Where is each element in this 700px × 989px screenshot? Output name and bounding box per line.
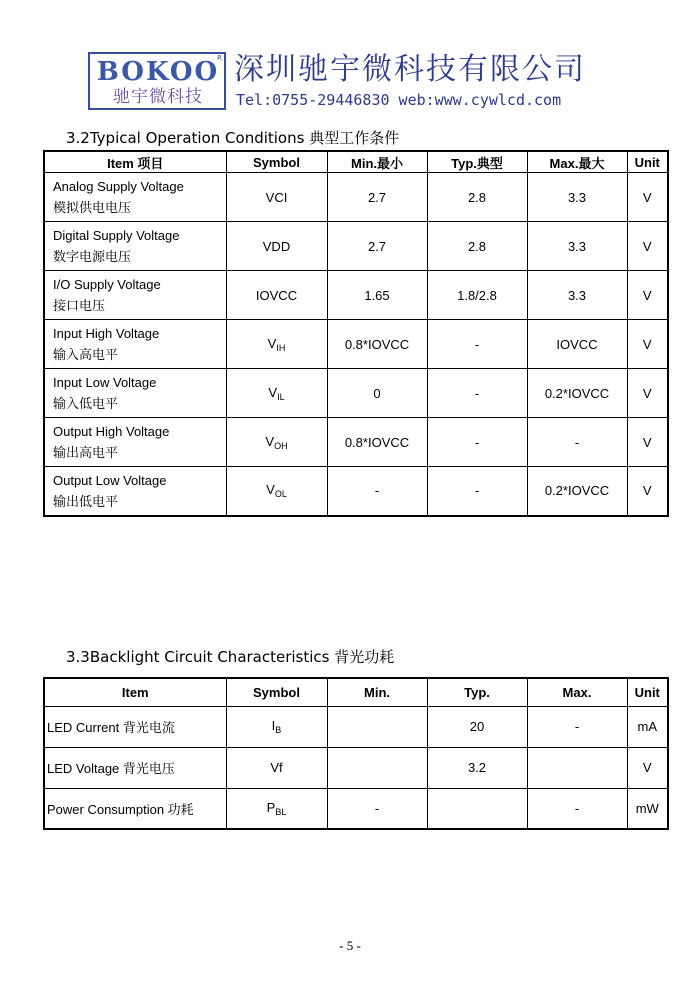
symbol-text: Vf xyxy=(270,760,283,775)
max-value: - xyxy=(527,418,627,467)
table-row xyxy=(44,706,668,747)
item-name-cn: 输入低电平 xyxy=(53,396,119,411)
item-name-en: I/O Supply Voltage xyxy=(53,277,161,292)
column-header: Unit xyxy=(627,151,668,173)
unit-value: mA xyxy=(627,706,668,747)
item-cell xyxy=(44,418,226,467)
symbol-subscript: B xyxy=(275,725,282,735)
unit-value: V xyxy=(627,222,668,271)
typ-value: 2.8 xyxy=(427,222,527,271)
table-row xyxy=(44,788,668,829)
item-cell xyxy=(44,467,226,516)
table-row xyxy=(44,418,668,467)
max-value: 3.3 xyxy=(527,173,627,222)
min-value xyxy=(327,747,427,788)
item-name-en: Output High Voltage xyxy=(53,424,170,439)
column-header: Symbol xyxy=(226,151,327,173)
unit-value: V xyxy=(627,369,668,418)
symbol-text: VCI xyxy=(265,189,288,205)
symbol-cell xyxy=(226,222,327,271)
min-value: 1.65 xyxy=(327,271,427,320)
symbol-cell xyxy=(226,418,327,467)
typ-value: - xyxy=(427,467,527,516)
symbol-text: V xyxy=(266,482,275,498)
min-value xyxy=(327,706,427,747)
item-cell xyxy=(44,369,226,418)
item-cell xyxy=(44,173,226,222)
min-value: 2.7 xyxy=(327,222,427,271)
item-cell xyxy=(44,320,226,369)
symbol-text: P xyxy=(266,799,276,815)
symbol-cell xyxy=(226,747,327,788)
company-logo xyxy=(88,52,226,110)
max-value: IOVCC xyxy=(527,320,627,369)
min-value: - xyxy=(327,788,427,829)
max-value: 3.3 xyxy=(527,222,627,271)
min-value: 0.8*IOVCC xyxy=(327,320,427,369)
symbol-cell xyxy=(226,788,327,829)
unit-value: mW xyxy=(627,788,668,829)
logo-chinese-name: 驰宇微科技 xyxy=(113,87,203,107)
symbol-text: V xyxy=(267,335,277,351)
backlight-table xyxy=(43,677,669,830)
item-name-en: Input High Voltage xyxy=(53,326,160,341)
item-name-cn: 输出高电平 xyxy=(53,445,119,460)
symbol-cell xyxy=(226,706,327,747)
item-cell xyxy=(44,222,226,271)
symbol-subscript: IL xyxy=(277,391,285,402)
max-value: 3.3 xyxy=(527,271,627,320)
symbol-cell xyxy=(226,271,327,320)
column-header: Item xyxy=(44,678,226,706)
column-header: Typ.典型 xyxy=(427,151,527,173)
item-name-en: Input Low Voltage xyxy=(53,375,157,390)
typ-value: 2.8 xyxy=(427,173,527,222)
page-header xyxy=(88,52,628,114)
max-value: 0.2*IOVCC xyxy=(527,369,627,418)
item-name-en: Analog Supply Voltage xyxy=(53,179,184,194)
symbol-cell xyxy=(226,467,327,516)
symbol-subscript: OH xyxy=(274,440,288,451)
column-header: Min.最小 xyxy=(327,151,427,173)
company-name: 深圳驰宇微科技有限公司 xyxy=(234,52,586,87)
typ-value: - xyxy=(427,369,527,418)
symbol-text: VDD xyxy=(262,238,291,254)
min-value: - xyxy=(327,467,427,516)
unit-value: V xyxy=(627,467,668,516)
table-row xyxy=(44,467,668,516)
max-value: - xyxy=(527,706,627,747)
unit-value: V xyxy=(627,320,668,369)
item-name-cn: 输入高电平 xyxy=(53,347,119,362)
item-cell: Power Consumption 功耗 xyxy=(44,788,226,829)
symbol-subscript: OL xyxy=(274,489,287,500)
typ-value: 20 xyxy=(427,706,527,747)
item-name-cn: 输出低电平 xyxy=(53,493,119,509)
table-header-row xyxy=(44,678,668,706)
table-row xyxy=(44,320,668,369)
item-cell: LED Voltage 背光电压 xyxy=(44,747,226,788)
table-row xyxy=(44,747,668,788)
column-header: Item 项目 xyxy=(44,151,226,173)
operation-conditions-table xyxy=(43,150,669,517)
logo-wordmark: BOKOO xyxy=(96,57,220,87)
section-title-operation-conditions: 3.2Typical Operation Conditions 典型工作条件 xyxy=(66,129,400,147)
column-header: Min. xyxy=(327,678,427,706)
unit-value: V xyxy=(627,418,668,467)
column-header: Symbol xyxy=(226,678,327,706)
column-header: Unit xyxy=(627,678,668,706)
item-name-en: Digital Supply Voltage xyxy=(53,228,180,243)
unit-value: V xyxy=(627,271,668,320)
unit-value: V xyxy=(627,173,668,222)
company-contact: Tel:0755-29446830 web:www.cywlcd.com xyxy=(236,91,562,109)
symbol-text: V xyxy=(268,384,278,400)
min-value: 2.7 xyxy=(327,173,427,222)
symbol-text: V xyxy=(265,433,275,449)
typ-value: - xyxy=(427,418,527,467)
item-name-cn: 模拟供电电压 xyxy=(53,200,132,215)
symbol-text: IOVCC xyxy=(255,287,298,303)
unit-value: V xyxy=(627,747,668,788)
typ-value: 1.8/2.8 xyxy=(427,271,527,320)
column-header: Max.最大 xyxy=(527,151,627,173)
symbol-text: I xyxy=(271,718,276,733)
min-value: 0 xyxy=(327,369,427,418)
item-cell xyxy=(44,271,226,320)
symbol-subscript: BL xyxy=(275,806,287,817)
typ-value: 3.2 xyxy=(427,747,527,788)
table-row xyxy=(44,271,668,320)
item-cell: LED Current 背光电流 xyxy=(44,706,226,747)
typ-value: - xyxy=(427,320,527,369)
symbol-cell xyxy=(226,320,327,369)
page-number: - 5 - xyxy=(339,938,361,953)
max-value: - xyxy=(527,788,627,829)
table-row xyxy=(44,222,668,271)
table-row xyxy=(44,173,668,222)
item-name-en: Output Low Voltage xyxy=(53,472,167,488)
min-value: 0.8*IOVCC xyxy=(327,418,427,467)
registered-mark: R xyxy=(217,54,222,62)
item-name-cn: 数字电源电压 xyxy=(53,249,132,264)
max-value: 0.2*IOVCC xyxy=(527,467,627,516)
max-value xyxy=(527,747,627,788)
item-name-cn: 接口电压 xyxy=(53,298,106,313)
column-header: Typ. xyxy=(427,678,527,706)
typ-value xyxy=(427,788,527,829)
symbol-subscript: IH xyxy=(276,342,286,353)
table-row xyxy=(44,369,668,418)
symbol-cell xyxy=(226,173,327,222)
table-header-row xyxy=(44,151,668,173)
symbol-cell xyxy=(226,369,327,418)
column-header: Max. xyxy=(527,678,627,706)
section-title-backlight: 3.3Backlight Circuit Characteristics 背光功耗 xyxy=(66,648,395,666)
